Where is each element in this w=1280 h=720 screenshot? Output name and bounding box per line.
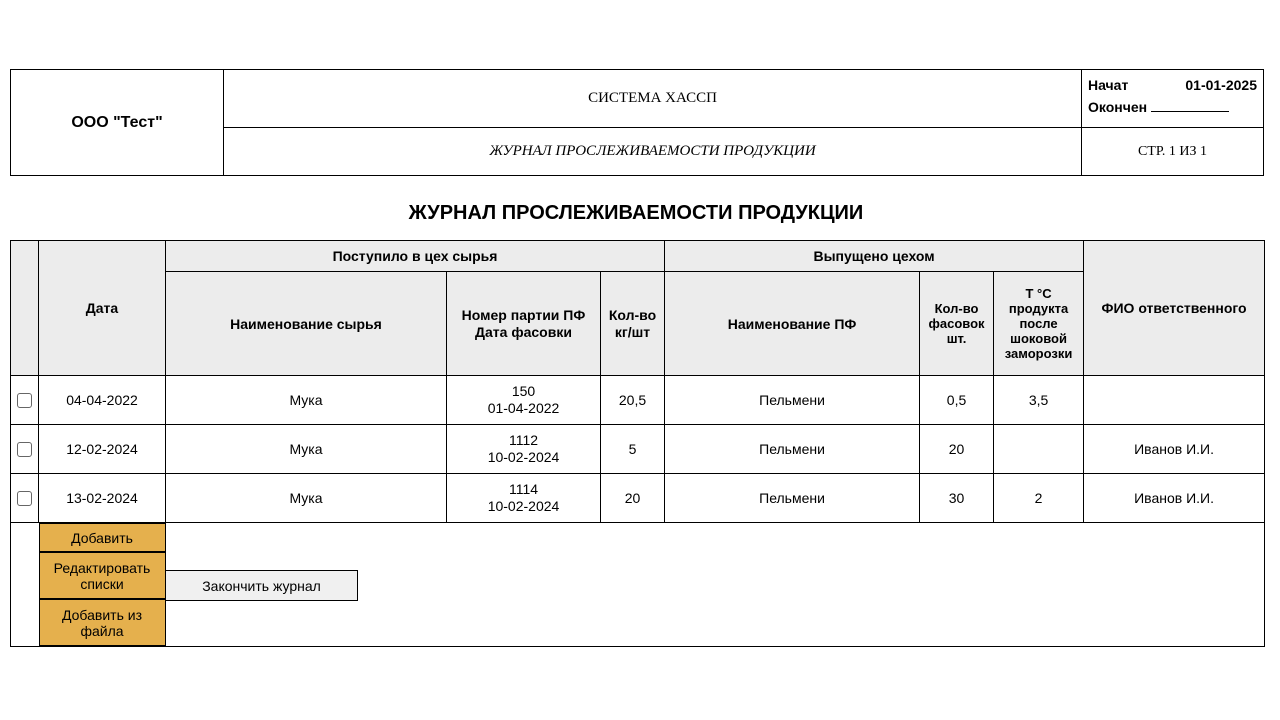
qty-header-line1: Кол-во [608, 306, 657, 323]
table-row [11, 474, 1265, 523]
pf-name-cell: Пельмени [665, 474, 920, 523]
raw-name-cell: Мука [166, 376, 447, 425]
pf-name-column-header: Наименование ПФ [665, 272, 920, 376]
row-select-cell [11, 376, 39, 425]
edit-lists-line1: Редактировать [53, 559, 151, 576]
packs-cell: 20 [920, 425, 994, 474]
journal-dates [1082, 70, 1264, 128]
temp-header-line4: шоковой [1010, 331, 1067, 346]
add-from-file-line2: файла [80, 622, 124, 639]
responsible-cell: Иванов И.И. [1084, 474, 1265, 523]
packs-column-header [920, 272, 994, 376]
temp-cell: 3,5 [994, 376, 1084, 425]
batch-column-header [447, 272, 601, 376]
temp-header-line3: после [1019, 316, 1058, 331]
batch-cell [447, 376, 601, 425]
batch-number: 1112 [508, 432, 539, 448]
pf-name-cell: Пельмени [665, 425, 920, 474]
actions-empty [166, 523, 1265, 553]
page-title: ЖУРНАЛ ПРОСЛЕЖИВАЕМОСТИ ПРОДУКЦИИ [408, 202, 864, 224]
edit-lists-button[interactable] [39, 552, 166, 599]
temp-header-line2: продукта [1008, 301, 1069, 316]
ended-value-blank [1151, 96, 1229, 112]
batch-cell [447, 425, 601, 474]
table-row [11, 376, 1265, 425]
qty-header-line2: кг/шт [614, 323, 651, 340]
raw-name-column-header: Наименование сырья [166, 272, 447, 376]
packs-header-line1: Кол-во [934, 301, 979, 316]
batch-cell [447, 474, 601, 523]
actions-empty [166, 599, 1265, 647]
row-checkbox[interactable] [17, 393, 32, 408]
started-label: Начат [1088, 77, 1129, 93]
packs-header-line3: шт. [946, 331, 967, 346]
qty-column-header [601, 272, 665, 376]
document-header [10, 69, 1264, 176]
batch-number: 150 [511, 383, 536, 399]
row-select-cell [11, 474, 39, 523]
date-cell: 04-04-2022 [39, 376, 166, 425]
packs-cell: 0,5 [920, 376, 994, 425]
released-group-header: Выпущено цехом [665, 241, 1084, 272]
organization-name: ООО "Тест" [11, 70, 224, 176]
temp-column-header [994, 272, 1084, 376]
responsible-cell [1084, 376, 1265, 425]
batch-header-line1: Номер партии ПФ [461, 306, 586, 323]
table-row [11, 425, 1265, 474]
temp-cell [994, 425, 1084, 474]
started-value: 01-01-2025 [1185, 77, 1257, 93]
date-cell: 13-02-2024 [39, 474, 166, 523]
add-button[interactable]: Добавить [39, 523, 166, 552]
responsible-cell: Иванов И.И. [1084, 425, 1265, 474]
batch-number: 1114 [508, 481, 539, 497]
system-name: СИСТЕМА ХАССП [224, 70, 1082, 128]
pack-date: 10-02-2024 [487, 449, 560, 465]
raw-name-cell: Мука [166, 474, 447, 523]
select-column-header [11, 241, 39, 376]
packs-header-line2: фасовок [928, 316, 985, 331]
ended-label: Окончен [1088, 99, 1148, 115]
responsible-column-header: ФИО ответственного [1084, 241, 1265, 376]
journal-subtitle: ЖУРНАЛ ПРОСЛЕЖИВАЕМОСТИ ПРОДУКЦИИ [224, 128, 1082, 176]
packs-cell: 30 [920, 474, 994, 523]
actions-spacer [11, 599, 39, 647]
date-column-header: Дата [39, 241, 166, 376]
temp-cell: 2 [994, 474, 1084, 523]
temp-header-line5: заморозки [1004, 346, 1073, 361]
edit-lists-line2: списки [80, 575, 124, 592]
raw-name-cell: Мука [166, 425, 447, 474]
page-counter: СТР. 1 ИЗ 1 [1082, 128, 1264, 176]
row-select-cell [11, 425, 39, 474]
pack-date: 01-04-2022 [487, 400, 560, 416]
pf-name-cell: Пельмени [665, 376, 920, 425]
pack-date: 10-02-2024 [487, 498, 560, 514]
finish-journal-button[interactable]: Закончить журнал [165, 570, 358, 601]
add-from-file-line1: Добавить из [61, 606, 142, 623]
actions-spacer [11, 523, 39, 553]
actions-spacer [11, 552, 39, 599]
temp-header-line1: Т °С [1025, 286, 1052, 301]
batch-header-line2: Дата фасовки [475, 323, 572, 340]
row-checkbox[interactable] [17, 442, 32, 457]
qty-cell: 20,5 [601, 376, 665, 425]
date-cell: 12-02-2024 [39, 425, 166, 474]
qty-cell: 5 [601, 425, 665, 474]
row-checkbox[interactable] [17, 491, 32, 506]
qty-cell: 20 [601, 474, 665, 523]
received-group-header: Поступило в цех сырья [166, 241, 665, 272]
add-from-file-button[interactable] [39, 599, 166, 646]
